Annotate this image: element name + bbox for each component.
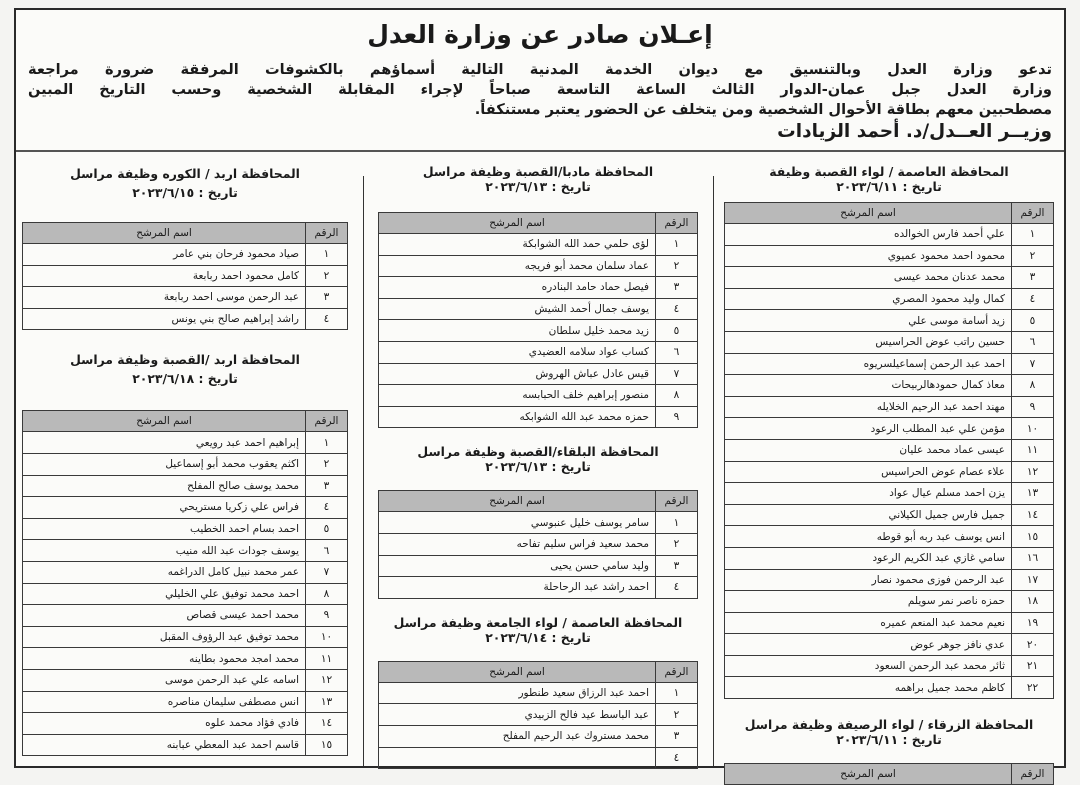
row-number: ٩ xyxy=(656,406,698,428)
header-number: الرقم xyxy=(1012,764,1054,785)
minister-signature: وزيــر العــدل/د. أحمد الزيادات xyxy=(777,121,1052,142)
table-row xyxy=(379,747,698,769)
section-title: المحافظة البلقاء/القصبة وظيفة مراسل xyxy=(417,444,659,460)
candidate-name: كساب عواد سلامه العضيدي xyxy=(379,341,656,363)
candidate-name: ثائر محمد عبد الرحمن السعود xyxy=(725,655,1012,677)
column-left xyxy=(12,154,358,766)
table-row xyxy=(23,669,348,691)
candidate-name: مهند احمد عبد الرحيم الخلايله xyxy=(725,396,1012,418)
row-number: ١٥ xyxy=(306,734,348,756)
table-row xyxy=(725,439,1054,461)
candidate-name: قاسم احمد عبد المعطي عبابنه xyxy=(23,734,306,756)
header-number: الرقم xyxy=(306,411,348,432)
section-heading xyxy=(378,154,698,194)
row-number: ١ xyxy=(306,432,348,454)
candidate-name: علي أحمد فارس الخوالده xyxy=(725,224,1012,246)
candidate-name: احمد بسام احمد الخطيب xyxy=(23,518,306,540)
section-heading xyxy=(724,699,1054,747)
row-number: ٦ xyxy=(656,341,698,363)
section-title: المحافظة اربد /القصبة وظيفة مراسل xyxy=(70,352,300,368)
row-number: ٧ xyxy=(656,363,698,385)
section-date: تاريخ : ٢٠٢٣/٦/١٥ xyxy=(132,185,238,200)
candidate-name: نعيم محمد عبد المنعم عميره xyxy=(725,612,1012,634)
table-row xyxy=(725,461,1054,483)
row-number: ٢ xyxy=(656,255,698,277)
table-row xyxy=(379,234,698,256)
column-divider xyxy=(363,176,365,766)
candidate-name: احمد عبد الرزاق سعيد طنطور xyxy=(379,682,656,704)
header-name: اسم المرشح xyxy=(379,213,656,234)
table-row xyxy=(23,497,348,519)
candidates-table xyxy=(378,490,698,598)
section-madaba-qasabah xyxy=(368,154,708,428)
row-number: ٤ xyxy=(306,497,348,519)
row-number: ١٤ xyxy=(1012,504,1054,526)
section-title: المحافظة العاصمة / لواء الجامعة وظيفة مراسل xyxy=(393,614,683,630)
row-number: ١ xyxy=(656,682,698,704)
section-capital-jamiaa xyxy=(368,599,708,769)
candidate-name: محمود احمد محمود عميوي xyxy=(725,245,1012,267)
table-row xyxy=(725,245,1054,267)
table-row xyxy=(23,518,348,540)
section-heading xyxy=(724,154,1054,194)
notice-frame xyxy=(14,8,1066,781)
table-row xyxy=(725,224,1054,246)
table-row xyxy=(23,583,348,605)
row-number: ١ xyxy=(656,512,698,534)
row-number: ٢١ xyxy=(1012,655,1054,677)
table-row xyxy=(725,504,1054,526)
candidates-table xyxy=(378,661,698,769)
table-row xyxy=(725,267,1054,289)
row-number: ٣ xyxy=(1012,267,1054,289)
candidate-name: حمزه ناصر نمر سويلم xyxy=(725,591,1012,613)
table-row xyxy=(379,255,698,277)
table-row xyxy=(23,713,348,735)
candidate-name: حسين راتب عوض الحراسيس xyxy=(725,331,1012,353)
row-number: ٤ xyxy=(306,308,348,330)
table-row xyxy=(23,475,348,497)
row-number: ١ xyxy=(656,234,698,256)
table-row xyxy=(379,277,698,299)
table-row xyxy=(379,555,698,577)
table-row xyxy=(23,648,348,670)
candidate-name: يزن احمد مسلم عيال عواد xyxy=(725,483,1012,505)
candidate-name: كمال وليد محمود المصري xyxy=(725,288,1012,310)
section-balqa-qasabah xyxy=(368,428,708,598)
row-number: ١٠ xyxy=(306,626,348,648)
row-number: ٢ xyxy=(306,453,348,475)
candidates-table xyxy=(724,202,1054,699)
candidate-name: محمد مستروك عبد الرحيم المفلح xyxy=(379,725,656,747)
row-number: ٦ xyxy=(1012,331,1054,353)
table-row xyxy=(725,418,1054,440)
table-row xyxy=(725,353,1054,375)
section-title: المحافظة العاصمة / لواء القصبة وظيفة xyxy=(769,164,1009,179)
candidate-name: عيسى عماد محمد عليان xyxy=(725,439,1012,461)
section-date: تاريخ : ٢٠٢٣/٦/١٤ xyxy=(485,629,591,645)
header-name: اسم المرشح xyxy=(23,223,306,244)
row-number: ١٣ xyxy=(1012,483,1054,505)
row-number: ٣ xyxy=(656,725,698,747)
header-number: الرقم xyxy=(656,491,698,512)
candidate-name: منصور إبراهيم خلف الحبابسه xyxy=(379,385,656,407)
candidate-name: يوسف جودات عبد الله منيب xyxy=(23,540,306,562)
table-row xyxy=(725,375,1054,397)
section-zarqa-rusaifa xyxy=(714,699,1064,785)
table-row xyxy=(379,320,698,342)
row-number: ١٥ xyxy=(1012,526,1054,548)
row-number: ٨ xyxy=(1012,375,1054,397)
candidates-table xyxy=(22,222,348,330)
row-number: ١٩ xyxy=(1012,612,1054,634)
row-number: ٢ xyxy=(1012,245,1054,267)
table-row xyxy=(23,453,348,475)
candidate-name: محمد يوسف صالح المفلح xyxy=(23,475,306,497)
row-number: ٤ xyxy=(656,747,698,769)
candidate-name: اكثم يعقوب محمد أبو إسماعيل xyxy=(23,453,306,475)
table-row xyxy=(379,533,698,555)
section-date: تاريخ : ٢٠٢٣/٦/١١ xyxy=(836,732,942,748)
candidate-name: انس مصطفى سليمان مناصره xyxy=(23,691,306,713)
table-row xyxy=(379,406,698,428)
table-row xyxy=(725,591,1054,613)
table-row xyxy=(725,612,1054,634)
candidate-name: زيد محمد خليل سلطان xyxy=(379,320,656,342)
column-middle xyxy=(368,154,708,766)
header-number: الرقم xyxy=(656,213,698,234)
row-number: ٧ xyxy=(306,561,348,583)
table-row xyxy=(379,704,698,726)
row-number: ١١ xyxy=(1012,439,1054,461)
table-row xyxy=(23,605,348,627)
row-number: ٨ xyxy=(306,583,348,605)
row-number: ٣ xyxy=(656,277,698,299)
candidate-name: علاء عصام عوض الحراسيس xyxy=(725,461,1012,483)
candidate-name xyxy=(379,747,656,769)
section-date: تاريخ : ٢٠٢٣/٦/١٣ xyxy=(485,179,591,194)
table-row xyxy=(379,682,698,704)
header-number: الرقم xyxy=(1012,203,1054,224)
candidate-name: صياد محمود فرحان بني عامر xyxy=(23,244,306,266)
row-number: ٢٢ xyxy=(1012,677,1054,699)
header-name: اسم المرشح xyxy=(379,661,656,682)
candidate-lists xyxy=(16,154,1064,781)
section-date: تاريخ : ٢٠٢٣/٦/١١ xyxy=(836,179,942,194)
intro-line: تدعو وزارة العدل وبالتنسيق مع ديوان الخدمة المدنية التالية أسماؤهم بالكشوفات المرفقة ضرورة مراجعة xyxy=(28,61,1052,78)
table-row xyxy=(379,725,698,747)
candidate-name: عماد سلمان محمد أبو فريجه xyxy=(379,255,656,277)
table-row xyxy=(379,363,698,385)
candidate-name: سامي غازي عبد الكريم الرعود xyxy=(725,547,1012,569)
candidate-name: معاذ كمال حمودهالربيحات xyxy=(725,375,1012,397)
table-row xyxy=(23,432,348,454)
candidate-name: قيس عادل عباش الهروش xyxy=(379,363,656,385)
table-row xyxy=(23,244,348,266)
header-name: اسم المرشح xyxy=(379,491,656,512)
candidate-name: عبد الباسط عيد فالح الزبيدي xyxy=(379,704,656,726)
section-irbid-qasabah xyxy=(12,330,358,756)
candidates-table xyxy=(724,763,1054,785)
row-number: ١٠ xyxy=(1012,418,1054,440)
section-title: المحافظة اربد / الكوره وظيفة مراسل xyxy=(70,166,300,181)
candidate-name: فراس علي زكريا مستريحي xyxy=(23,497,306,519)
row-number: ٢ xyxy=(306,265,348,287)
header-number: الرقم xyxy=(656,661,698,682)
row-number: ١٧ xyxy=(1012,569,1054,591)
row-number: ١٢ xyxy=(306,669,348,691)
table-row xyxy=(23,626,348,648)
candidate-name: راشد إبراهيم صالح بني يونس xyxy=(23,308,306,330)
section-heading xyxy=(22,330,348,388)
section-irbid-koura xyxy=(12,154,358,330)
section-capital-qasabah xyxy=(714,154,1064,699)
row-number: ٥ xyxy=(1012,310,1054,332)
notice-intro xyxy=(28,54,1052,120)
table-row xyxy=(23,540,348,562)
table-row xyxy=(725,547,1054,569)
candidate-name: وليد سامي حسن يحيى xyxy=(379,555,656,577)
candidate-name: احمد محمد توفيق علي الخليلي xyxy=(23,583,306,605)
candidate-name: سامر يوسف خليل عنبوسي xyxy=(379,512,656,534)
row-number: ١١ xyxy=(306,648,348,670)
table-row xyxy=(23,265,348,287)
candidate-name: إبراهيم احمد عبد رويعي xyxy=(23,432,306,454)
candidate-name: محمد امجد محمود بطاينه xyxy=(23,648,306,670)
row-number: ٢٠ xyxy=(1012,634,1054,656)
candidate-name: عدي نافز جوهر عوض xyxy=(725,634,1012,656)
section-title: المحافظة الزرقاء / لواء الرصيفة وظيفة مراسل xyxy=(744,717,1034,733)
candidates-table xyxy=(378,212,698,428)
table-row xyxy=(379,512,698,534)
header-name: اسم المرشح xyxy=(23,411,306,432)
row-number: ٥ xyxy=(306,518,348,540)
candidate-name: كاظم محمد جميل براهمه xyxy=(725,677,1012,699)
candidate-name: لؤى حلمي حمد الله الشوابكة xyxy=(379,234,656,256)
row-number: ١٢ xyxy=(1012,461,1054,483)
candidate-name: فادي فؤاد محمد علوه xyxy=(23,713,306,735)
table-row xyxy=(725,526,1054,548)
row-number: ١٤ xyxy=(306,713,348,735)
table-row xyxy=(379,341,698,363)
table-row xyxy=(23,561,348,583)
notice-header xyxy=(16,10,1064,152)
candidate-name: حمزه محمد عبد الله الشوابكه xyxy=(379,406,656,428)
candidate-name: كامل محمود احمد ربابعة xyxy=(23,265,306,287)
candidate-name: محمد توفيق عبد الرؤوف المقبل xyxy=(23,626,306,648)
candidate-name: انس يوسف عبد ربه أبو قوطه xyxy=(725,526,1012,548)
row-number: ٥ xyxy=(656,320,698,342)
section-heading xyxy=(22,154,348,202)
row-number: ١٦ xyxy=(1012,547,1054,569)
row-number: ٧ xyxy=(1012,353,1054,375)
row-number: ١٨ xyxy=(1012,591,1054,613)
row-number: ٤ xyxy=(1012,288,1054,310)
candidate-name: محمد سعيد فراس سليم تفاحه xyxy=(379,533,656,555)
candidate-name: اسامه علي عبد الرحمن موسى xyxy=(23,669,306,691)
candidate-name: احمد عبد الرحمن إسماعيلسريوه xyxy=(725,353,1012,375)
section-heading xyxy=(378,599,698,645)
header-number: الرقم xyxy=(306,223,348,244)
candidate-name: فيصل حماد حامد البنادره xyxy=(379,277,656,299)
intro-line: مصطحبين معهم بطاقة الأحوال الشخصية ومن يتخلف عن الحضور يعتبر مستنكفاً. xyxy=(474,101,1052,118)
row-number: ١٣ xyxy=(306,691,348,713)
candidate-name: زيد أسامة موسى علي xyxy=(725,310,1012,332)
table-row xyxy=(23,734,348,756)
row-number: ٩ xyxy=(1012,396,1054,418)
notice-title: إعـلان صادر عن وزارة العدل xyxy=(367,20,713,49)
candidates-table xyxy=(22,410,348,756)
header-name: اسم المرشح xyxy=(725,203,1012,224)
candidate-name: عبد الرحمن موسى احمد ربابعة xyxy=(23,287,306,309)
candidate-name: محمد عدنان محمد عيسى xyxy=(725,267,1012,289)
row-number: ٦ xyxy=(306,540,348,562)
table-row xyxy=(725,331,1054,353)
row-number: ٨ xyxy=(656,385,698,407)
section-title: المحافظة مادبا/القصبة وظيفة مراسل xyxy=(422,164,654,179)
table-row xyxy=(725,288,1054,310)
table-row xyxy=(379,385,698,407)
table-row xyxy=(23,308,348,330)
row-number: ٣ xyxy=(306,287,348,309)
table-row xyxy=(725,569,1054,591)
table-row xyxy=(23,287,348,309)
candidate-name: محمد احمد عيسى قصاص xyxy=(23,605,306,627)
row-number: ٢ xyxy=(656,533,698,555)
row-number: ٣ xyxy=(306,475,348,497)
row-number: ٩ xyxy=(306,605,348,627)
table-row xyxy=(725,634,1054,656)
section-heading xyxy=(378,428,698,474)
candidate-name: عبد الرحمن فوزى محمود نصار xyxy=(725,569,1012,591)
table-row xyxy=(23,691,348,713)
table-row xyxy=(725,677,1054,699)
candidate-name: جميل فارس جميل الكيلاني xyxy=(725,504,1012,526)
row-number: ٤ xyxy=(656,577,698,599)
table-row xyxy=(725,483,1054,505)
section-date: تاريخ : ٢٠٢٣/٦/١٣ xyxy=(485,459,591,475)
table-row xyxy=(379,298,698,320)
table-row xyxy=(725,310,1054,332)
candidate-name: احمد راشد عبد الرحاحلة xyxy=(379,577,656,599)
row-number: ٣ xyxy=(656,555,698,577)
row-number: ٢ xyxy=(656,704,698,726)
header-name: اسم المرشح xyxy=(725,764,1012,785)
table-row xyxy=(379,577,698,599)
section-date: تاريخ : ٢٠٢٣/٦/١٨ xyxy=(132,371,238,387)
row-number: ٤ xyxy=(656,298,698,320)
table-row xyxy=(725,396,1054,418)
candidate-name: عمر محمد نبيل كامل الدراغمه xyxy=(23,561,306,583)
row-number: ١ xyxy=(1012,224,1054,246)
column-right xyxy=(714,154,1064,781)
candidate-name: يوسف جمال أحمد الشيش xyxy=(379,298,656,320)
row-number: ١ xyxy=(306,244,348,266)
table-row xyxy=(725,655,1054,677)
intro-line: وزارة العدل جبل عمان-الدوار الثالث الساعة التاسعة صباحاً لإجراء المقابلة الشخصية وحسب التاريخ المبين xyxy=(28,81,1052,98)
candidate-name: مؤمن علي عبد المطلب الرعود xyxy=(725,418,1012,440)
